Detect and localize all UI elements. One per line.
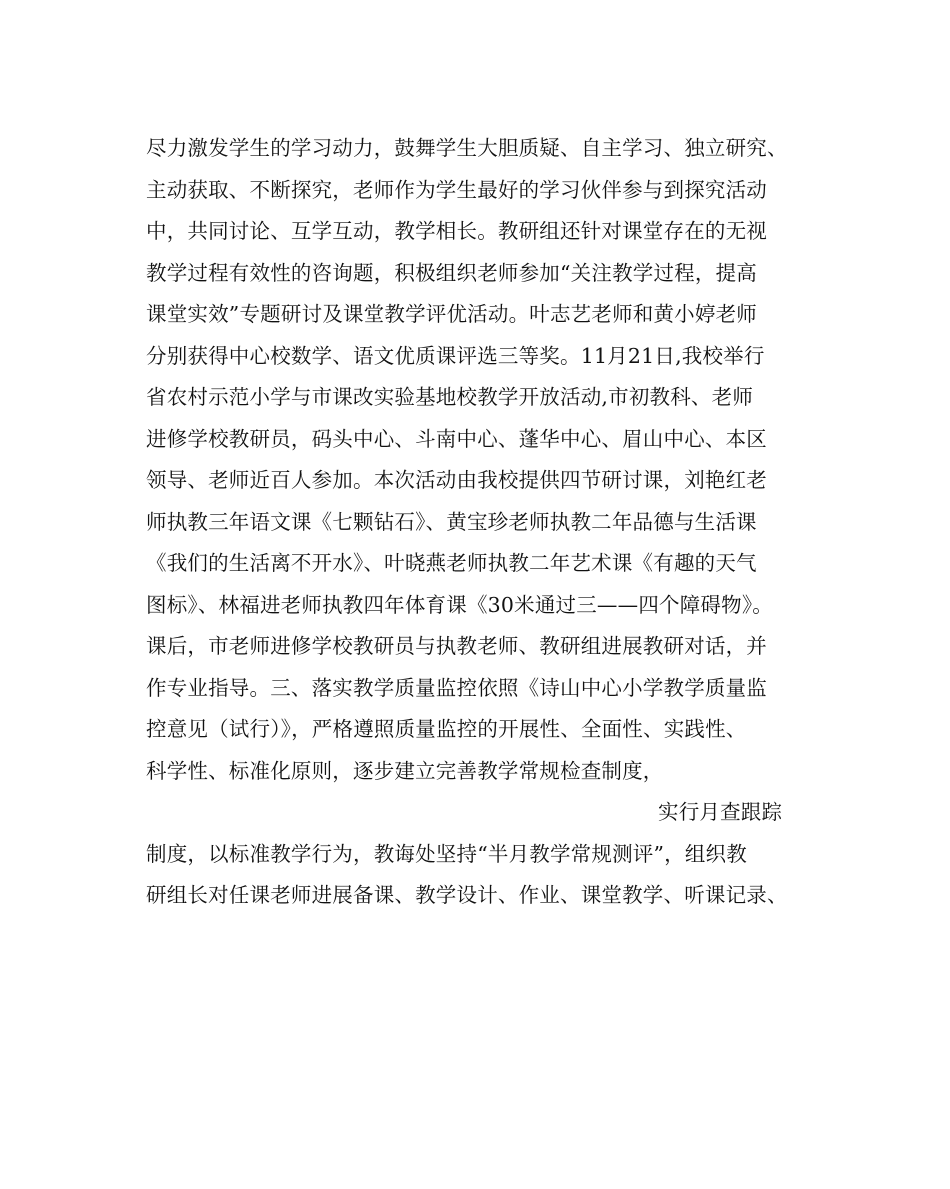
text-line-9: 领导、老师近百人参加。本次活动由我校提供四节研讨课，刘艳红老 xyxy=(146,468,767,492)
text-line-14: 作专业指导。三、落实教学质量监控依照《诗山中心小学教学质量监 xyxy=(146,675,767,700)
text-line-4: 教学过程有效性的咨询题，积极组织老师参加“关注教学过程，提高 xyxy=(146,260,757,285)
text-line-19: 研组长对任课老师进展备课、教学设计、作业、课堂教学、听课记录、 xyxy=(146,883,788,907)
text-line-6: 分别获得中心校数学、语文优质课评选三等奖。11月21日,我校举行 xyxy=(146,343,765,368)
text-line-11: 《我们的生活离不开水》、叶晓燕老师执教二年艺术课《有趣的天气 xyxy=(146,551,757,575)
text-line-17: 实行月查跟踪 xyxy=(658,800,783,824)
text-line-5: 课堂实效”专题研讨及课堂教学评优活动。叶志艺老师和黄小婷老师 xyxy=(146,302,757,326)
text-line-13: 课后，市老师进修学校教研员与执教老师、教研组进展教研对话，并 xyxy=(146,634,767,658)
text-line-15: 控意见（试行）》，严格遵照质量监控的开展性、全面性、实践性、 xyxy=(146,717,747,741)
text-line-2: 主动获取、不断探究，老师作为学生最好的学习伙伴参与到探究活动 xyxy=(146,177,767,202)
text-line-16: 科学性、标准化原则，逐步建立完善教学常规检查制度， xyxy=(146,758,664,783)
text-line-7: 省农村示范小学与市课改实验基地校教学开放活动,市初教科、老师 xyxy=(146,385,754,409)
text-line-1: 尽力激发学生的学习动力，鼓舞学生大胆质疑、自主学习、独立研究、 xyxy=(146,136,788,160)
text-line-18: 制度，以标准教学行为，教诲处坚持“半月教学常规测评”，组织教 xyxy=(146,841,747,866)
text-line-3: 中，共同讨论、互学互动，教学相长。教研组还针对课堂存在的无视 xyxy=(146,219,767,243)
text-line-10: 师执教三年语文课《七颗钻石》、黄宝珍老师执教二年品德与生活课 xyxy=(146,509,757,534)
text-line-8: 进修学校教研员，码头中心、斗南中心、蓬华中心、眉山中心、本区 xyxy=(146,426,767,451)
body-text xyxy=(146,128,826,917)
text-line-12: 图标》、林福进老师执教四年体育课《30米通过三——四个障碍物》。 xyxy=(146,592,773,617)
